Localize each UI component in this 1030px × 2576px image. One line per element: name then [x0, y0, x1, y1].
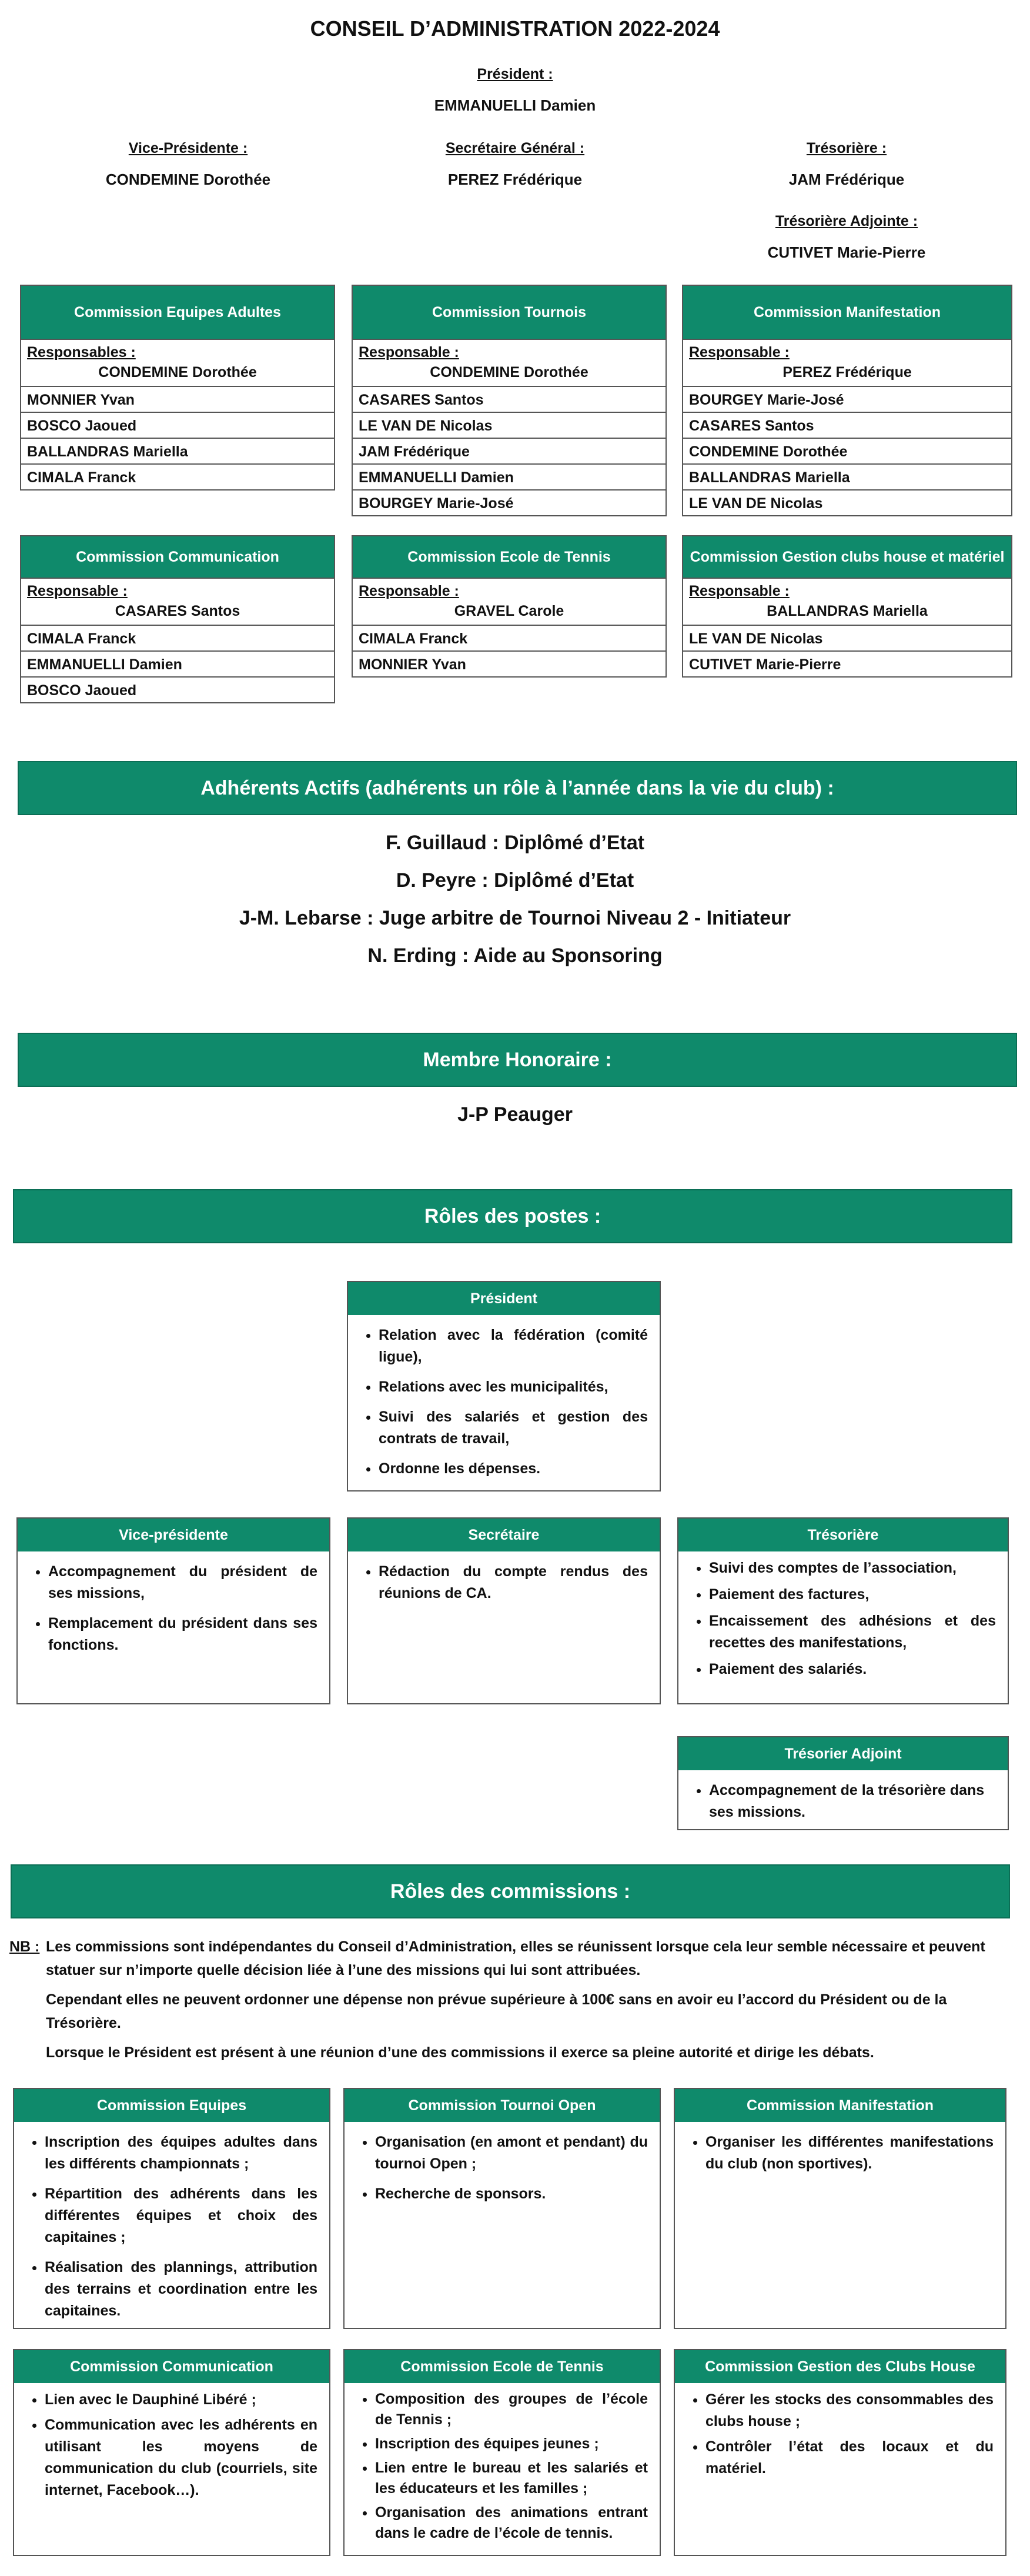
role-item: • Paiement des salariés.	[709, 1659, 996, 1680]
role-list	[687, 2131, 994, 2175]
role-item: • Composition des groupes de l’école de Tennis ;	[375, 2389, 648, 2430]
role-item: • Accompagnement de la trésorière dans ses missions.	[709, 1780, 996, 1823]
role-list	[29, 1561, 317, 1656]
commission-role-box	[13, 2349, 330, 2556]
role-list	[356, 2389, 648, 2544]
treasurer-label: Trésorière :	[806, 140, 887, 156]
commission-title: Commission Tournois	[353, 286, 666, 339]
role-title: Commission Communication	[14, 2350, 329, 2383]
vice-president-label: Vice-Présidente :	[128, 140, 248, 156]
commission-title: Commission Communication	[21, 536, 334, 578]
president-name: EMMANUELLI Damien	[434, 96, 596, 114]
role-title: Trésorière	[678, 1519, 1008, 1551]
responsible-row	[21, 578, 334, 625]
role-item: • Ordonne les dépenses.	[379, 1458, 648, 1480]
role-title: Commission Equipes	[14, 2089, 329, 2122]
nb-paragraph: Lorsque le Président est présent à une réunion d’une des commissions il exerce sa pleine autorité et dirige les débats.	[46, 2044, 874, 2061]
role-item: • Suivi des salariés et gestion des contrats de travail,	[379, 1406, 648, 1450]
active-member-line: F. Guillaud : Diplômé d’Etat	[385, 832, 645, 854]
responsible-label: Responsable :	[359, 344, 459, 361]
commission-roles-banner: Rôles des commissions :	[11, 1864, 1010, 1918]
role-list	[360, 1324, 648, 1480]
member-row: CASARES Santos	[683, 412, 1011, 438]
nb-text: Les commissions sont indépendantes du Conseil d’Administration, elles se réunissent lorsque cela leur semble nécessaire et peuvent statuer sur n’importe quelle décision liée à l’une des missions qui lui sont attribuées.	[46, 1938, 985, 1978]
nb-label: NB :	[9, 1938, 40, 1955]
role-item: • Inscription des équipes adultes dans les différents championnats ;	[45, 2131, 317, 2175]
commission-role-box	[674, 2349, 1006, 2556]
active-member-line: J-M. Lebarse : Juge arbitre de Tournoi Niveau 2 - Initiateur	[239, 907, 791, 929]
role-item: • Organiser les différentes manifestations du club (non sportives).	[705, 2131, 994, 2175]
responsible-label: Responsable :	[27, 583, 128, 599]
member-row: BALLANDRAS Mariella	[683, 463, 1011, 489]
roles-banner: Rôles des postes :	[13, 1189, 1012, 1243]
responsible-name: CONDEMINE Dorothée	[430, 364, 588, 381]
role-item: • Relations avec les municipalités,	[379, 1376, 648, 1398]
role-list	[356, 2131, 648, 2205]
commission-table-ecole-de-tennis	[352, 535, 667, 678]
honorary-banner: Membre Honoraire :	[18, 1033, 1017, 1087]
commission-role-box	[343, 2088, 661, 2329]
deputy-treasurer-name: CUTIVET Marie-Pierre	[767, 243, 926, 261]
member-row: CIMALA Franck	[353, 625, 666, 650]
member-row: MONNIER Yvan	[21, 386, 334, 412]
role-list	[687, 2389, 994, 2480]
responsible-label: Responsable :	[359, 583, 459, 599]
member-row: JAM Frédérique	[353, 438, 666, 463]
commission-role-box	[13, 2088, 330, 2329]
responsible-row	[683, 339, 1011, 386]
role-item: • Répartition des adhérents dans les différentes équipes et choix des capitaines ;	[45, 2183, 317, 2248]
role-item: • Organisation (en amont et pendant) du tournoi Open ;	[375, 2131, 648, 2175]
responsible-name: GRAVEL Carole	[454, 603, 564, 619]
role-item: • Communication avec les adhérents en utilisant les moyens de communication du club (courriels, site internet, Facebook…).	[45, 2414, 317, 2501]
role-item: • Relation avec la fédération (comité ligue),	[379, 1324, 648, 1368]
commission-role-box	[343, 2349, 661, 2556]
responsible-row	[353, 339, 666, 386]
commission-title: Commission Equipes Adultes	[21, 286, 334, 339]
role-box-president	[347, 1281, 661, 1491]
responsible-row	[353, 578, 666, 625]
role-item: • Encaissement des adhésions et des recettes des manifestations,	[709, 1610, 996, 1654]
member-row: EMMANUELLI Damien	[353, 463, 666, 489]
active-members-banner: Adhérents Actifs (adhérents un rôle à l’année dans la vie du club) :	[18, 761, 1017, 815]
commission-title: Commission Gestion clubs house et matériel	[683, 536, 1011, 578]
member-row: LE VAN DE Nicolas	[683, 489, 1011, 515]
responsible-name: BALLANDRAS Mariella	[767, 603, 928, 619]
role-box-treasurer	[677, 1517, 1009, 1704]
role-item: • Réalisation des plannings, attribution des terrains et coordination entre les capitaines.	[45, 2257, 317, 2322]
commission-table-communication	[20, 535, 335, 703]
member-row: CUTIVET Marie-Pierre	[683, 650, 1011, 676]
role-item: • Organisation des animations entrant dans le cadre de l’école de tennis.	[375, 2502, 648, 2544]
role-list	[360, 1561, 648, 1604]
treasurer-name: JAM Frédérique	[788, 171, 905, 188]
responsible-label: Responsables :	[27, 344, 136, 361]
role-list	[26, 2131, 317, 2322]
responsible-name: PEREZ Frédérique	[782, 364, 912, 381]
member-row: BOSCO Jaoued	[21, 412, 334, 438]
active-member-line: N. Erding : Aide au Sponsoring	[367, 945, 663, 967]
commission-table-gestion-clubs-house	[682, 535, 1012, 678]
role-title: Commission Tournoi Open	[345, 2089, 660, 2122]
role-title: Trésorier Adjoint	[678, 1737, 1008, 1770]
member-row: LE VAN DE Nicolas	[683, 625, 1011, 650]
role-list	[690, 1557, 996, 1680]
role-list	[690, 1780, 996, 1823]
role-item: • Suivi des comptes de l’association,	[709, 1557, 996, 1579]
role-title: Président	[348, 1282, 660, 1315]
responsible-name: CONDEMINE Dorothée	[98, 364, 257, 381]
responsible-label: Responsable :	[689, 344, 790, 361]
role-box-secretary	[347, 1517, 661, 1704]
member-row: CASARES Santos	[353, 386, 666, 412]
role-item: • Accompagnement du président de ses missions,	[48, 1561, 317, 1604]
role-title: Commission Gestion des Clubs House	[675, 2350, 1005, 2383]
member-row: BALLANDRAS Mariella	[21, 438, 334, 463]
role-item: • Lien avec le Dauphiné Libéré ;	[45, 2389, 317, 2411]
secretary-name: PEREZ Frédérique	[447, 171, 583, 188]
member-row: CONDEMINE Dorothée	[683, 438, 1011, 463]
commission-role-box	[674, 2088, 1006, 2329]
member-row: BOSCO Jaoued	[21, 676, 334, 702]
responsible-name: CASARES Santos	[115, 603, 240, 619]
member-row: MONNIER Yvan	[353, 650, 666, 676]
role-item: • Recherche de sponsors.	[375, 2183, 648, 2205]
commission-table-manifestation	[682, 285, 1012, 516]
responsible-row	[683, 578, 1011, 625]
role-box-deputy-treasurer	[677, 1736, 1009, 1830]
nb-paragraph: Cependant elles ne peuvent ordonner une dépense non prévue supérieure à 100€ sans en avoir eu l’accord du Président ou de la Trésorière.	[46, 1991, 947, 2031]
member-row: CIMALA Franck	[21, 463, 334, 489]
member-row: CIMALA Franck	[21, 625, 334, 650]
responsible-label: Responsable :	[689, 583, 790, 599]
commission-table-tournois	[352, 285, 667, 516]
honorary-member-name: J-P Peauger	[457, 1103, 573, 1126]
role-title: Commission Manifestation	[675, 2089, 1005, 2122]
responsible-row	[21, 339, 334, 386]
vice-president-name: CONDEMINE Dorothée	[105, 171, 271, 188]
commission-table-equipes-adultes	[20, 285, 335, 490]
role-item: • Gérer les stocks des consommables des clubs house ;	[705, 2389, 994, 2432]
secretary-label: Secrétaire Général :	[445, 140, 585, 156]
role-title: Commission Ecole de Tennis	[345, 2350, 660, 2383]
commission-title: Commission Manifestation	[683, 286, 1011, 339]
role-item: • Remplacement du président dans ses fonctions.	[48, 1613, 317, 1656]
president-label: Président :	[477, 66, 553, 82]
active-member-line: D. Peyre : Diplômé d’Etat	[396, 869, 634, 892]
commission-title: Commission Ecole de Tennis	[353, 536, 666, 578]
role-item: • Rédaction du compte rendus des réunions de CA.	[379, 1561, 648, 1604]
member-row: BOURGEY Marie-José	[683, 386, 1011, 412]
member-row: BOURGEY Marie-José	[353, 489, 666, 515]
page-title: CONSEIL D’ADMINISTRATION 2022-2024	[310, 16, 720, 41]
role-item: • Lien entre le bureau et les salariés et les éducateurs et les familles ;	[375, 2458, 648, 2499]
role-item: • Paiement des factures,	[709, 1584, 996, 1606]
member-row: EMMANUELLI Damien	[21, 650, 334, 676]
member-row: LE VAN DE Nicolas	[353, 412, 666, 438]
role-box-vice-president	[16, 1517, 330, 1704]
role-item: • Inscription des équipes jeunes ;	[375, 2434, 648, 2454]
role-list	[26, 2389, 317, 2501]
role-item: • Contrôler l’état des locaux et du matériel.	[705, 2436, 994, 2480]
deputy-treasurer-label: Trésorière Adjointe :	[775, 213, 918, 229]
role-title: Vice-présidente	[18, 1519, 329, 1551]
role-title: Secrétaire	[348, 1519, 660, 1551]
